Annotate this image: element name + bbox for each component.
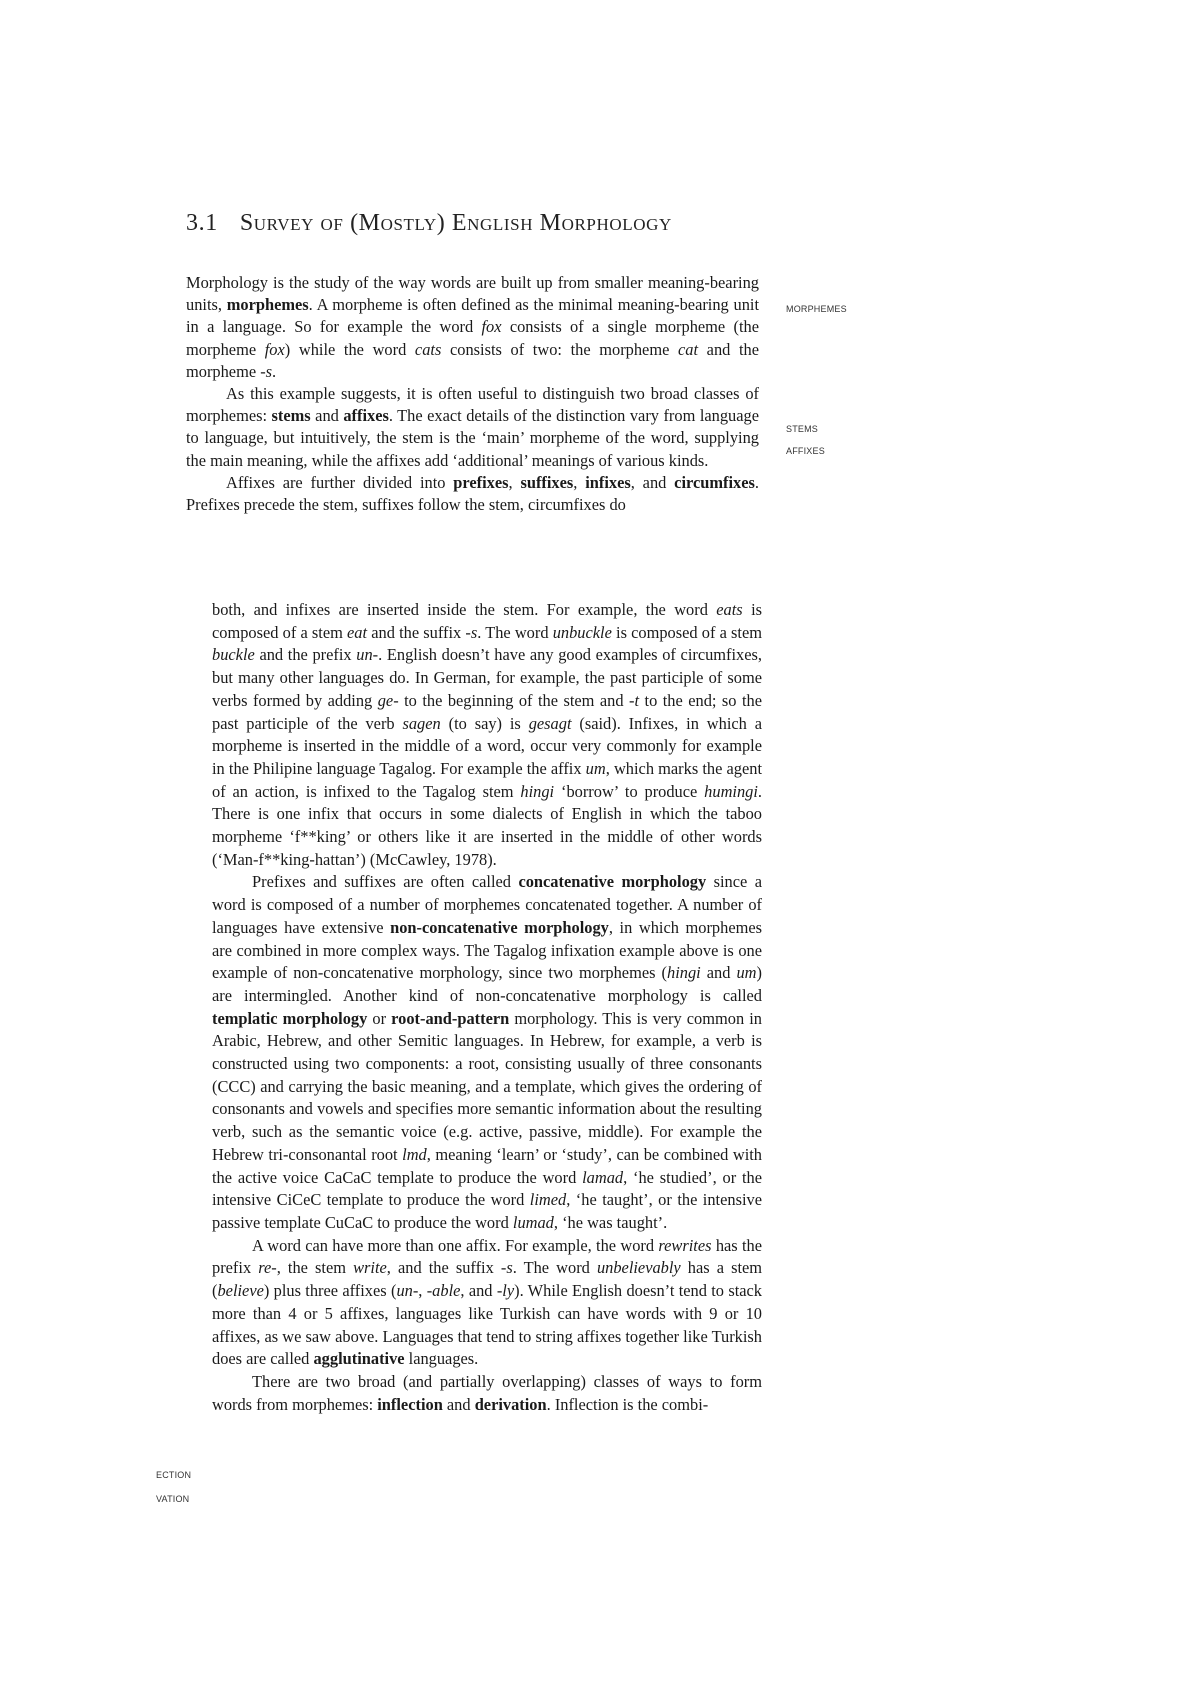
term-non-concatenative-morphology: non-concatenative morphology: [390, 917, 609, 937]
term-prefixes: prefixes: [453, 472, 509, 492]
margin-note-derivation: VATION: [156, 1494, 190, 1504]
paragraph-multiple-affixes: A word can have more than one affix. For example, the word rewrites has the prefix re-, the stem write, and the suffix -s. The word unbelievably has a stem (believe) plus three affixes (un-, -able, and -ly). While English doesn’t tend to stack more than 4 or 5 affixes, languages like Turkish can have words with 9 or 10 affixes, as we saw above. Languages that tend to string affixes together like Turkish does are called agglutinative languages.: [212, 1235, 763, 1369]
term-templatic-morphology: templatic morphology: [212, 1008, 368, 1028]
term-suffixes: suffixes: [520, 472, 574, 492]
term-morphemes: morphemes: [226, 295, 309, 315]
term-root-and-pattern: root-and-pattern: [391, 1008, 510, 1028]
term-derivation: derivation: [474, 1394, 547, 1414]
paragraph-affix-types: Affixes are further divided into prefixes, suffixes, infixes, and circumfixes. Prefixes precede the stem, suffixes follow the stem, circumfixes do: [186, 472, 759, 515]
margin-note-morphemes: MORPHEMES: [786, 304, 847, 314]
paragraph-stems-affixes: As this example suggests, it is often useful to distinguish two broad classes of morphemes: stems and affixes. The exact details of the distinction vary from language to language, but intuitively, the stem is the ‘main’ morpheme of the word, supplying the main meaning, while the affixes add ‘additional’ meanings of various kinds.: [186, 384, 759, 470]
term-inflection: inflection: [377, 1394, 443, 1414]
term-stems: stems: [271, 406, 311, 426]
term-agglutinative: agglutinative: [313, 1349, 405, 1369]
text-block-lower: [212, 599, 762, 1416]
text-block-upper: [186, 272, 759, 516]
paragraph-infix-examples: both, and infixes are inserted inside the stem. For example, the word eats is composed of a stem eat and the suffix -s. The word unbuckle is composed of a stem buckle and the prefix un-. English doesn’t have any good examples of circumfixes, but many other languages do. In German, for example, the past participle of some verbs formed by adding ge- to the beginning of the stem and -t to the end; so the past participle of the verb sagen (to say) is gesagt (said). Infixes, in which a morpheme is inserted in the middle of a word, occur very commonly for example in the Philipine language Tagalog. For example the affix um, which marks the agent of an action, is infixed to the Tagalog stem hingi ‘borrow’ to produce humingi. There is one infix that occurs in some dialects of English in which the taboo morpheme ‘f**king’ or others like it are inserted in the middle of other words (‘Man-f**king-hattan’) (McCawley, 1978).: [212, 600, 763, 869]
section-number: 3.1: [186, 210, 218, 236]
margin-note-affixes: AFFIXES: [786, 446, 825, 456]
paragraph-concatenative-morphology: Prefixes and suffixes are often called concatenative morphology since a word is composed of a number of morphemes concatenated together. A number of languages have extensive non-concatenative morphology, in which morphemes are combined in more complex ways. The Tagalog infixation example above is one example of non-concatenative morphology, since two morphemes (hingi and um) are intermingled. Another kind of non-concatenative morphology is called templatic morphology or root-and-pattern morphology. This is very common in Arabic, Hebrew, and other Semitic languages. In Hebrew, for example, a verb is constructed using two components: a root, consisting usually of three consonants (CCC) and carrying the basic meaning, and a template, which gives the ordering of consonants and vowels and specifies more semantic information about the resulting verb, such as the semantic voice (e.g. active, passive, middle). For example the Hebrew tri-consonantal root lmd, meaning ‘learn’ or ‘study’, can be combined with the active voice CaCaC template to produce the word lamad, ‘he studied’, or the intensive CiCeC template to produce the word limed, ‘he taught’, or the intensive passive template CuCaC to produce the word lumad, ‘he was taught’.: [212, 872, 763, 1232]
paragraph-inflection-derivation: There are two broad (and partially overlapping) classes of ways to form words from morphemes: inflection and derivation. Inflection is the combi-: [212, 1371, 762, 1414]
term-concatenative-morphology: concatenative morphology: [518, 872, 707, 892]
term-affixes: affixes: [343, 406, 389, 426]
section-heading: [186, 208, 786, 238]
section-title: Survey of (Mostly) English Morphology: [239, 210, 672, 236]
paragraph-morphology-definition: Morphology is the study of the way words are built up from smaller meaning-bearing units, morphemes. A morpheme is often defined as the minimal meaning-bearing unit in a language. So for example the word fox consists of a single morpheme (the morpheme fox) while the word cats consists of two: the morpheme cat and the morpheme -s.: [186, 273, 760, 381]
term-circumfixes: circumfixes: [674, 472, 755, 492]
margin-note-inflection: ECTION: [156, 1470, 192, 1480]
term-infixes: infixes: [585, 472, 631, 492]
margin-note-stems: STEMS: [786, 424, 819, 434]
